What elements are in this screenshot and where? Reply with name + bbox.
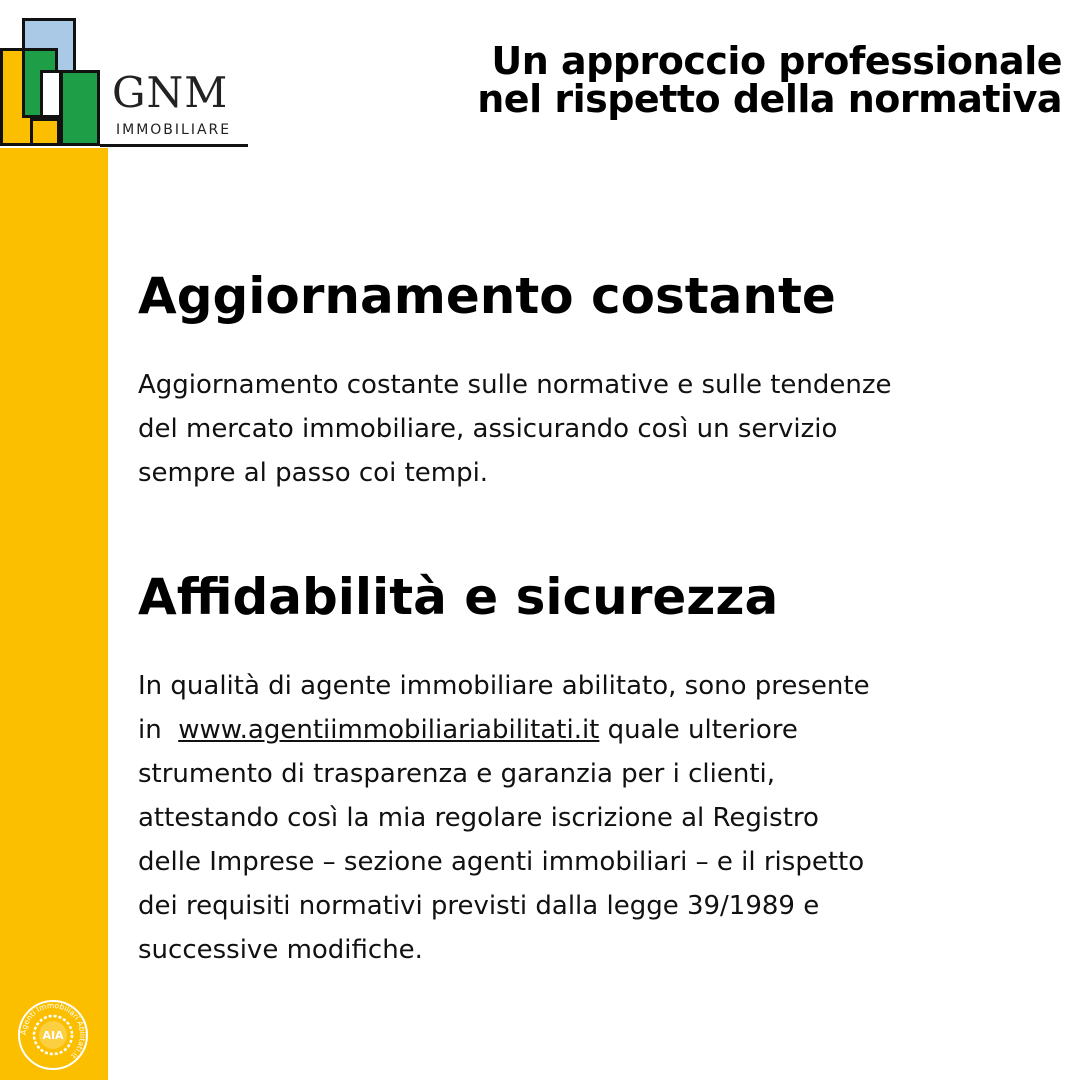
yellow-side-stripe bbox=[0, 148, 108, 1080]
body-line: del mercato immobiliare, assicurando così un servizio bbox=[138, 414, 838, 444]
body-line: attestando così la mia regolare iscrizione al Registro bbox=[138, 803, 819, 833]
badge-monogram: AIA bbox=[42, 1029, 64, 1042]
tagline-line-2: nel rispetto della normativa bbox=[477, 77, 1062, 121]
logo-name: GNM bbox=[112, 68, 229, 117]
agenti-abilitati-link[interactable]: www.agentiimmobiliariabilitati.it bbox=[178, 715, 600, 745]
body-line: sempre al passo coi tempi. bbox=[138, 458, 489, 488]
aia-badge-icon bbox=[16, 998, 90, 1072]
logo-block-green-2 bbox=[60, 70, 100, 146]
body-line: Aggiornamento costante sulle normative e sulle tendenze bbox=[138, 370, 892, 400]
body-line-with-link bbox=[138, 708, 1058, 752]
body-text-prefix: in bbox=[138, 715, 170, 745]
body-line: delle Imprese – sezione agenti immobiliari – e il rispetto bbox=[138, 847, 865, 877]
tagline-line-1: Un approccio professionale bbox=[491, 39, 1062, 83]
logo-block-white bbox=[40, 70, 62, 118]
tagline bbox=[422, 39, 1062, 121]
logo-underline bbox=[100, 144, 248, 147]
body-line: strumento di trasparenza e garanzia per i clienti, bbox=[138, 759, 776, 789]
body-line: In qualità di agente immobiliare abilitato, sono presente bbox=[138, 671, 870, 701]
badge-ring-text: Agenti Immobiliari Abilitati.it bbox=[18, 1000, 88, 1061]
section-body-affidabilita bbox=[138, 664, 1058, 972]
section-title-affidabilita: Affidabilità e sicurezza bbox=[138, 568, 779, 626]
section-body-aggiornamento bbox=[138, 363, 1058, 495]
body-line: dei requisiti normativi previsti dalla legge 39/1989 e bbox=[138, 891, 820, 921]
gnm-logo bbox=[0, 0, 250, 150]
section-title-aggiornamento: Aggiornamento costante bbox=[138, 267, 836, 325]
logo-block-yellow-2 bbox=[30, 118, 60, 146]
body-text-suffix: quale ulteriore bbox=[599, 715, 798, 745]
body-line: successive modifiche. bbox=[138, 935, 423, 965]
logo-subtitle: IMMOBILIARE bbox=[116, 122, 232, 138]
